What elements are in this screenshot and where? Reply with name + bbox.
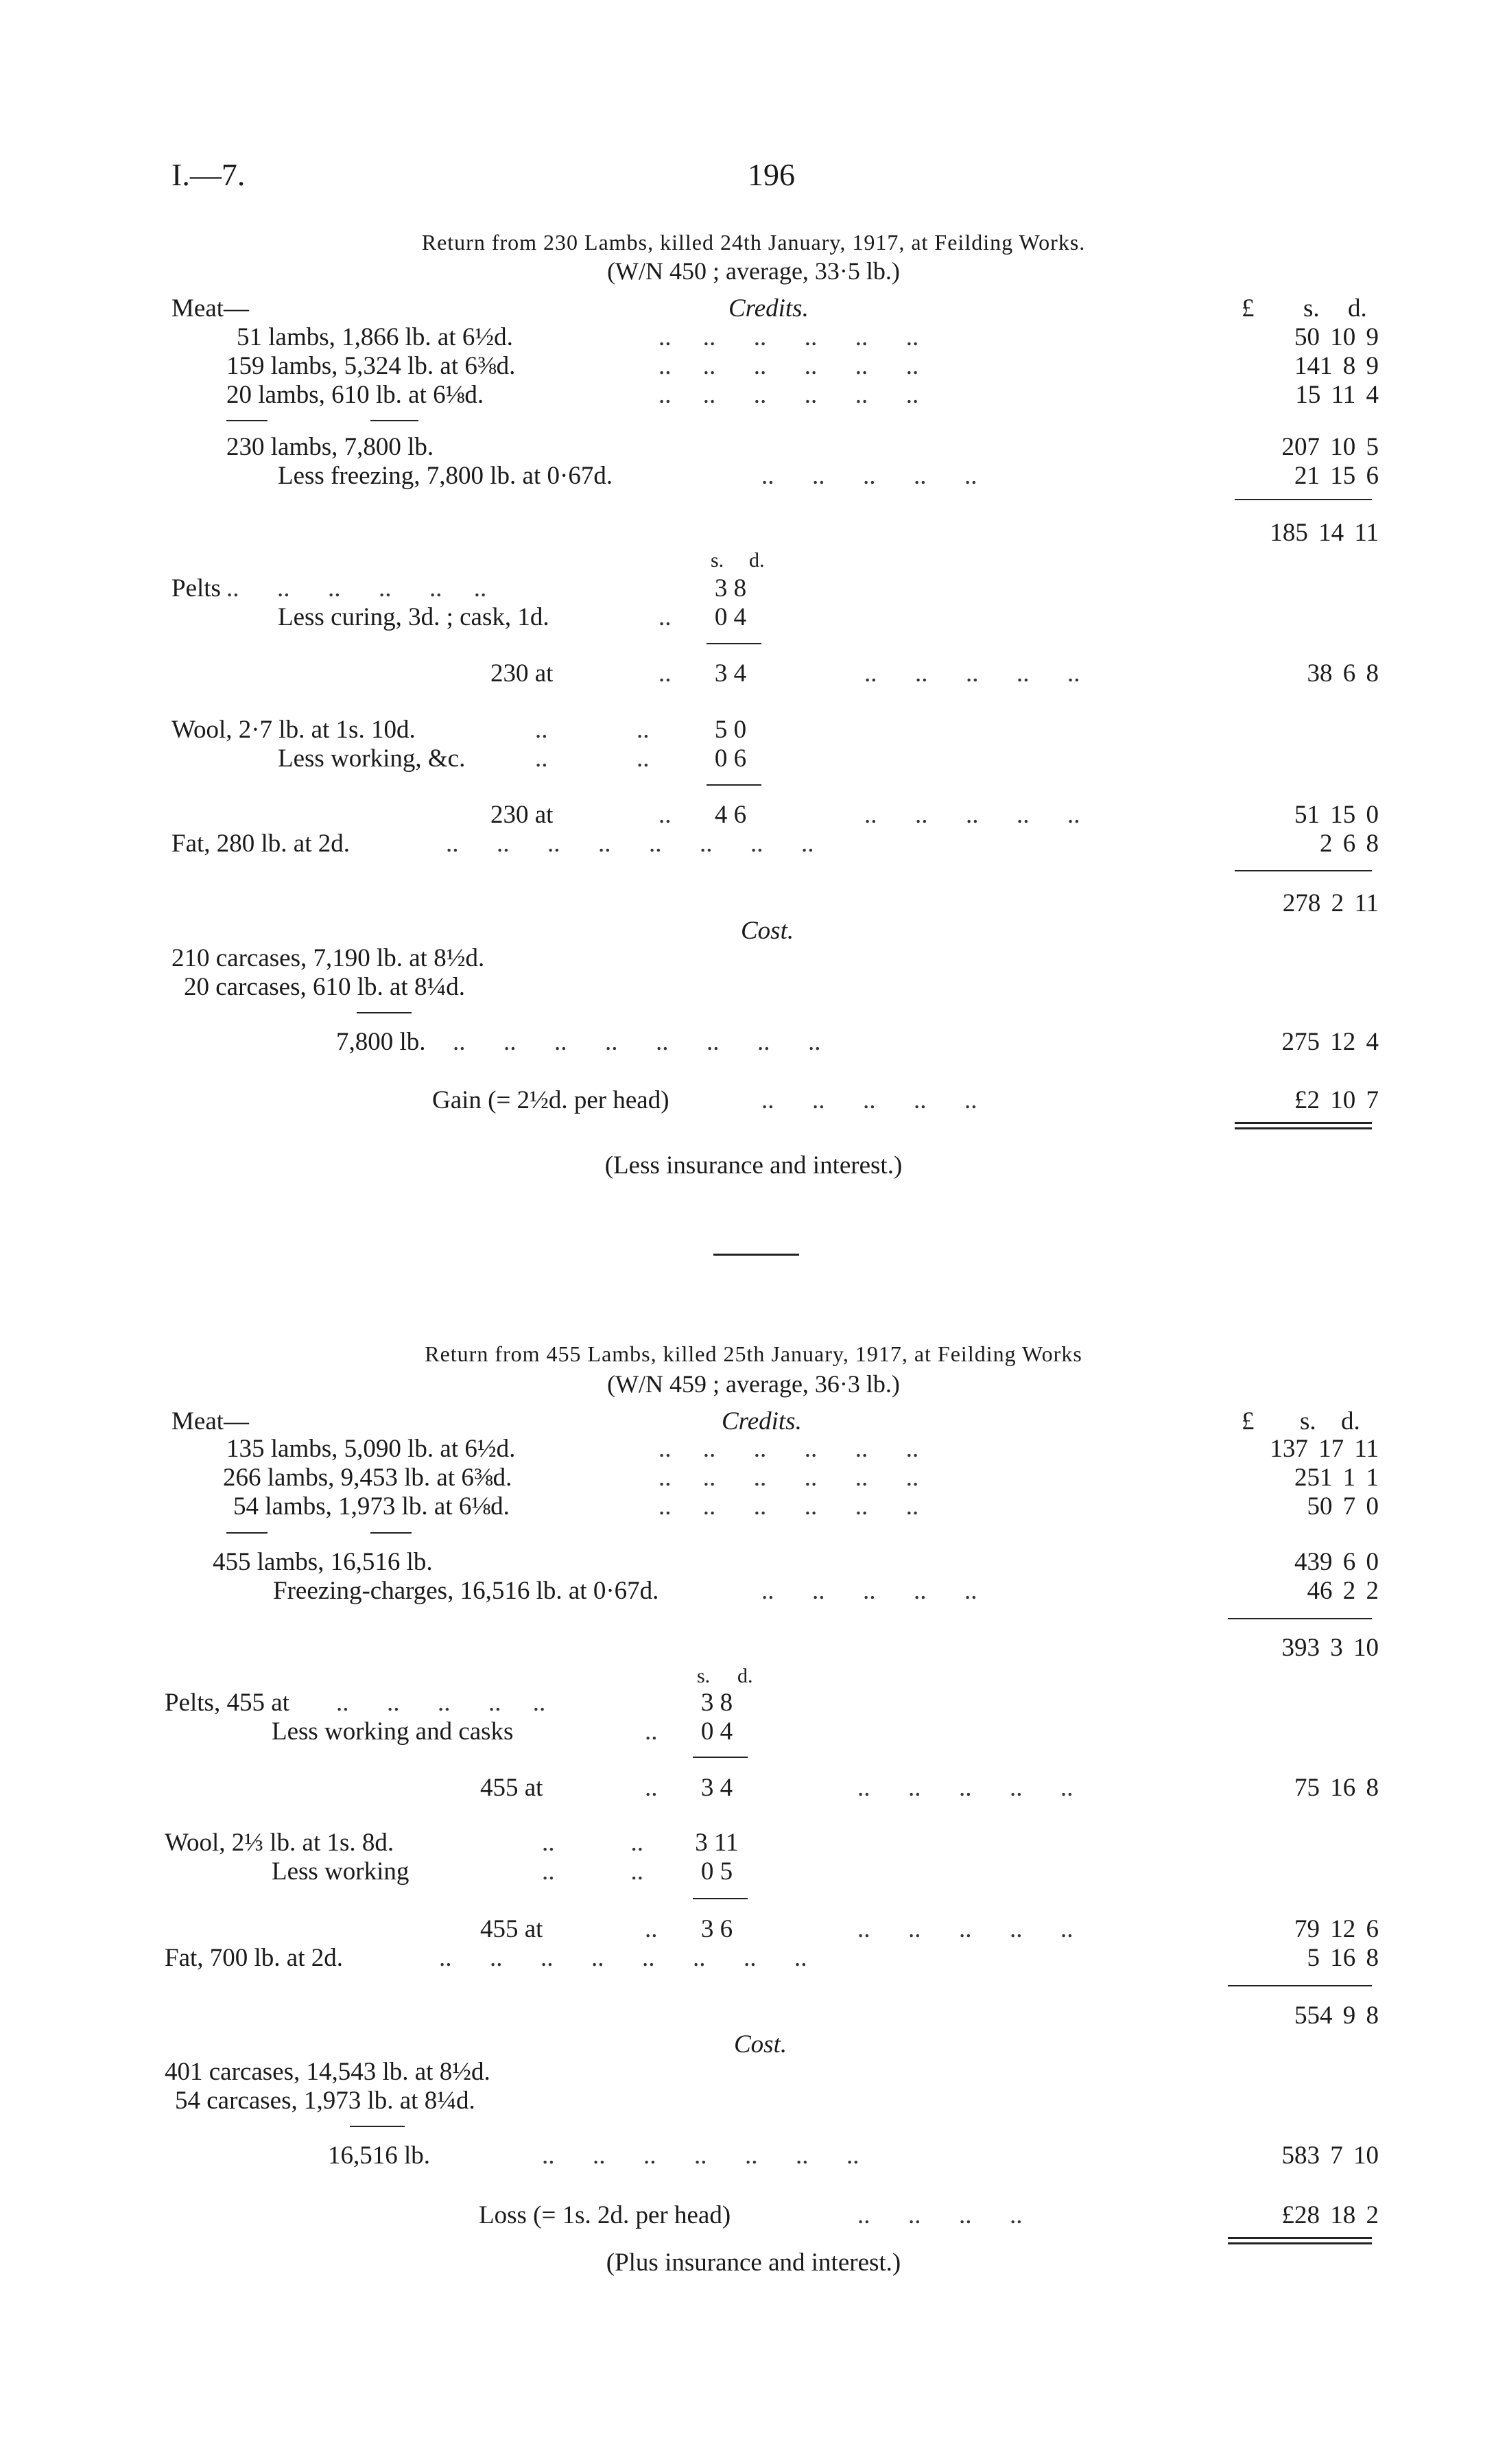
ledger-row xyxy=(0,322,1507,353)
row-amount: 50 7 0 xyxy=(1307,1492,1379,1521)
row-label: 455 at xyxy=(480,1915,543,1943)
row-label: 135 lambs, 5,090 lb. at 6½d. xyxy=(226,1435,516,1463)
row-label: Less working, &c. xyxy=(278,744,466,773)
ledger-row xyxy=(0,659,1507,689)
double-rule-bottom xyxy=(1235,1127,1372,1129)
ledger-row xyxy=(0,2086,1507,2116)
ledger-row xyxy=(0,432,1507,462)
ledger-row xyxy=(0,1027,1507,1057)
row-label: Pelts xyxy=(171,574,221,602)
leader-dots: .. .. .. .. .. .. .. .. xyxy=(439,1944,807,1972)
row-amount: 141 8 9 xyxy=(1294,352,1379,380)
ledger-row xyxy=(0,2001,1507,2031)
ledger-row xyxy=(0,518,1507,548)
leader-dots: .. .. .. .. .. .. xyxy=(658,381,919,409)
ledger-row xyxy=(0,1773,1507,1803)
leader-dots: .. .. .. .. .. xyxy=(761,1577,977,1605)
leader-dots: .. .. .. .. .. xyxy=(336,1689,546,1717)
row-label: 7,800 lb. xyxy=(336,1028,426,1056)
leader-dots: .. .. .. .. xyxy=(857,2201,1023,2229)
ledger-row xyxy=(0,744,1507,774)
ledger-row xyxy=(0,1857,1507,1887)
sd-value: 0 6 xyxy=(714,744,747,773)
sd-value: 0 4 xyxy=(714,603,747,631)
leader-dots: .. .. xyxy=(535,744,650,773)
row-label: 20 carcases, 610 lb. at 8¼d. xyxy=(184,973,465,1001)
cost-header-row xyxy=(0,916,1507,946)
row-label: 266 lambs, 9,453 lb. at 6⅜d. xyxy=(223,1464,512,1492)
ledger-row xyxy=(0,2057,1507,2087)
leader-dots: .. .. .. .. .. .. xyxy=(226,574,487,602)
ledger-row xyxy=(0,602,1507,633)
row-label: 230 at xyxy=(490,659,554,688)
ledger-row xyxy=(0,1492,1507,1522)
row-label: Wool, 2⅓ lb. at 1s. 8d. xyxy=(165,1829,394,1857)
row-amount: 275 12 4 xyxy=(1281,1028,1379,1056)
row-label: 54 lambs, 1,973 lb. at 6⅛d. xyxy=(233,1492,510,1521)
sd-value: 3 4 xyxy=(700,1774,733,1802)
total-credits: 278 2 11 xyxy=(1282,889,1379,917)
ledger-row xyxy=(0,1547,1507,1577)
ledger-row xyxy=(0,1434,1507,1464)
leader-dots: .. .. .. .. .. xyxy=(857,1774,1073,1802)
sd-value: 3 8 xyxy=(700,1689,733,1717)
sd-value: 3 4 xyxy=(714,659,747,688)
ledger-row xyxy=(0,2141,1507,2171)
ledger-row xyxy=(0,889,1507,919)
divider xyxy=(693,1757,748,1758)
row-amount: 207 10 5 xyxy=(1281,433,1379,461)
divider xyxy=(1235,499,1372,500)
leader-dots: .. .. xyxy=(535,716,650,744)
double-rule-top xyxy=(1228,2237,1372,2239)
row-label: Fat, 280 lb. at 2d. xyxy=(171,830,351,858)
leader-dots: .. xyxy=(645,1717,658,1746)
leader-dots: .. .. .. .. .. .. xyxy=(658,1435,919,1463)
leader-dots: .. .. .. .. .. xyxy=(857,1915,1073,1943)
row-amount: 46 2 2 xyxy=(1307,1577,1379,1605)
sd-value: 5 0 xyxy=(714,716,747,744)
ledger-row xyxy=(0,1463,1507,1493)
leader-dots: .. .. .. .. .. xyxy=(761,1086,977,1114)
row-amount: 137 17 11 xyxy=(1270,1435,1379,1463)
divider xyxy=(693,1898,748,1899)
sd-value: 0 5 xyxy=(700,1857,733,1886)
cost-label: Cost. xyxy=(734,2030,787,2058)
row-amount: 393 3 10 xyxy=(1281,1634,1379,1662)
leader-dots: .. .. .. .. .. .. xyxy=(658,1492,919,1521)
row-amount: 251 1 1 xyxy=(1294,1464,1379,1492)
cost-label: Cost. xyxy=(741,917,794,945)
row-label: 20 lambs, 610 lb. at 6⅛d. xyxy=(226,381,484,409)
divider xyxy=(707,643,761,644)
row-amount: 439 6 0 xyxy=(1294,1548,1379,1576)
section-subtitle: (W/N 459 ; average, 36·3 lb.) xyxy=(607,1370,900,1398)
pounds-heading: £ xyxy=(1242,1407,1255,1435)
section-title: Return from 455 Lambs, killed 25th January, 1917, at Feilding Works xyxy=(425,1341,1082,1366)
leader-dots: .. .. .. .. .. .. xyxy=(658,1464,919,1492)
leader-dots: .. .. .. .. .. .. .. .. xyxy=(453,1028,821,1056)
ledger-row xyxy=(0,1943,1507,1973)
row-label: 230 lambs, 7,800 lb. xyxy=(226,433,434,461)
leader-dots: .. .. .. .. .. xyxy=(761,462,977,490)
credits-label: Credits. xyxy=(728,294,809,322)
row-label: Less working and casks xyxy=(272,1717,514,1746)
divider xyxy=(226,1532,268,1534)
row-amount: 15 11 4 xyxy=(1295,381,1379,409)
section-title: Return from 230 Lambs, killed 24th January, 1917, at Feilding Works. xyxy=(421,230,1086,255)
divider xyxy=(350,2126,405,2127)
meat-label: Meat— xyxy=(171,1407,250,1435)
ledger-row xyxy=(0,574,1507,604)
row-label: Freezing-charges, 16,516 lb. at 0·67d. xyxy=(273,1577,659,1605)
page-number: 196 xyxy=(748,157,795,192)
ledger-row xyxy=(0,1688,1507,1718)
s-heading: s. xyxy=(711,549,724,572)
sd-value: 3 8 xyxy=(714,574,747,602)
ledger-row xyxy=(0,1717,1507,1747)
row-amount: 185 14 11 xyxy=(1270,519,1379,547)
divider xyxy=(1228,1618,1372,1619)
ledger-row xyxy=(0,380,1507,410)
ledger-row xyxy=(0,829,1507,859)
s-heading: s. xyxy=(697,1665,711,1687)
ledger-row xyxy=(0,1633,1507,1663)
row-label: Less freezing, 7,800 lb. at 0·67d. xyxy=(278,462,613,490)
pence-heading: d. xyxy=(1348,294,1367,322)
row-label: 159 lambs, 5,324 lb. at 6⅜d. xyxy=(226,352,516,380)
pounds-heading: £ xyxy=(1242,294,1255,322)
row-label: 455 at xyxy=(480,1774,543,1802)
result-amount: £2 10 7 xyxy=(1294,1086,1379,1114)
shillings-heading: s. xyxy=(1300,1407,1316,1435)
sd-value: 3 11 xyxy=(695,1829,739,1857)
row-label: 230 at xyxy=(490,801,554,829)
row-label: Pelts, 455 at xyxy=(165,1689,289,1717)
leader-dots: .. xyxy=(658,603,672,631)
row-label: 51 lambs, 1,866 lb. at 6½d. xyxy=(237,323,513,351)
row-label: 210 carcases, 7,190 lb. at 8½d. xyxy=(171,944,485,972)
section-note: (Plus insurance and interest.) xyxy=(606,2249,901,2277)
leader-dots: .. .. .. .. .. .. .. .. xyxy=(446,830,814,858)
section-subtitle: (W/N 450 ; average, 33·5 lb.) xyxy=(607,257,900,285)
row-label: 54 carcases, 1,973 lb. at 8¼d. xyxy=(175,2087,475,2115)
leader-dots: .. .. xyxy=(542,1829,643,1857)
credits-header-row xyxy=(0,294,1507,324)
ledger-row xyxy=(0,1828,1507,1858)
double-rule-top xyxy=(1235,1122,1372,1124)
leader-dots: .. xyxy=(645,1915,658,1943)
result-label: Gain (= 2½d. per head) xyxy=(432,1086,669,1114)
row-amount: 5 16 8 xyxy=(1307,1944,1379,1972)
row-amount: 50 10 9 xyxy=(1294,323,1379,351)
row-amount: 38 6 8 xyxy=(1307,659,1379,688)
row-amount: 51 15 0 xyxy=(1294,801,1379,829)
leader-dots: .. .. .. .. .. xyxy=(864,659,1080,688)
cost-header-row xyxy=(0,2030,1507,2060)
ledger-row xyxy=(0,351,1507,382)
result-label: Loss (= 1s. 2d. per head) xyxy=(479,2201,731,2229)
row-label: 455 lambs, 16,516 lb. xyxy=(213,1548,433,1576)
leader-dots: .. .. xyxy=(542,1857,643,1886)
row-amount: 75 16 8 xyxy=(1294,1774,1379,1802)
divider xyxy=(1228,1985,1372,1986)
ledger-row xyxy=(0,715,1507,745)
divider xyxy=(1235,870,1372,871)
section-note: (Less insurance and interest.) xyxy=(604,1151,903,1180)
shillings-heading: s. xyxy=(1303,294,1320,322)
section-separator xyxy=(713,1254,799,1256)
credits-header-row xyxy=(0,1407,1507,1437)
ledger-row xyxy=(0,1914,1507,1945)
row-amount: 583 7 10 xyxy=(1281,2142,1379,2170)
row-label: Less curing, 3d. ; cask, 1d. xyxy=(278,603,549,631)
sd-value: 4 6 xyxy=(714,801,747,829)
page-reference: I.—7. xyxy=(171,157,246,192)
row-label: Fat, 700 lb. at 2d. xyxy=(165,1944,344,1972)
result-amount: £28 18 2 xyxy=(1281,2201,1379,2229)
row-amount: 79 12 6 xyxy=(1294,1915,1379,1943)
ledger-row xyxy=(0,461,1507,491)
ledger-row xyxy=(0,1576,1507,1606)
d-heading: d. xyxy=(737,1665,753,1687)
row-label: 16,516 lb. xyxy=(328,2142,431,2170)
row-label: Less working xyxy=(272,1857,410,1886)
divider xyxy=(226,420,268,421)
pence-heading: d. xyxy=(1341,1407,1360,1435)
sd-value: 3 6 xyxy=(700,1915,733,1943)
leader-dots: .. xyxy=(658,801,672,829)
divider xyxy=(707,784,761,786)
result-row xyxy=(0,1086,1507,1116)
leader-dots: .. xyxy=(645,1774,658,1802)
divider xyxy=(370,1532,412,1534)
divider xyxy=(370,420,418,421)
credits-label: Credits. xyxy=(722,1407,802,1435)
ledger-row xyxy=(0,972,1507,1002)
result-row xyxy=(0,2201,1507,2231)
row-label: Wool, 2·7 lb. at 1s. 10d. xyxy=(171,716,416,744)
row-amount: 2 6 8 xyxy=(1320,830,1379,858)
leader-dots: .. .. .. .. .. .. .. xyxy=(542,2142,859,2170)
leader-dots: .. xyxy=(658,659,672,688)
leader-dots: .. .. .. .. .. .. xyxy=(658,352,919,380)
total-credits: 554 9 8 xyxy=(1294,2002,1379,2030)
row-label: 401 carcases, 14,543 lb. at 8½d. xyxy=(165,2058,490,2086)
leader-dots: .. .. .. .. .. xyxy=(864,801,1080,829)
meat-label: Meat— xyxy=(171,294,250,322)
ledger-row xyxy=(0,943,1507,974)
divider xyxy=(357,1012,412,1013)
d-heading: d. xyxy=(749,549,765,572)
double-rule-bottom xyxy=(1228,2242,1372,2244)
ledger-row xyxy=(0,800,1507,830)
sd-value: 0 4 xyxy=(700,1717,733,1746)
row-amount: 21 15 6 xyxy=(1294,462,1379,490)
leader-dots: .. .. .. .. .. .. xyxy=(658,323,919,351)
